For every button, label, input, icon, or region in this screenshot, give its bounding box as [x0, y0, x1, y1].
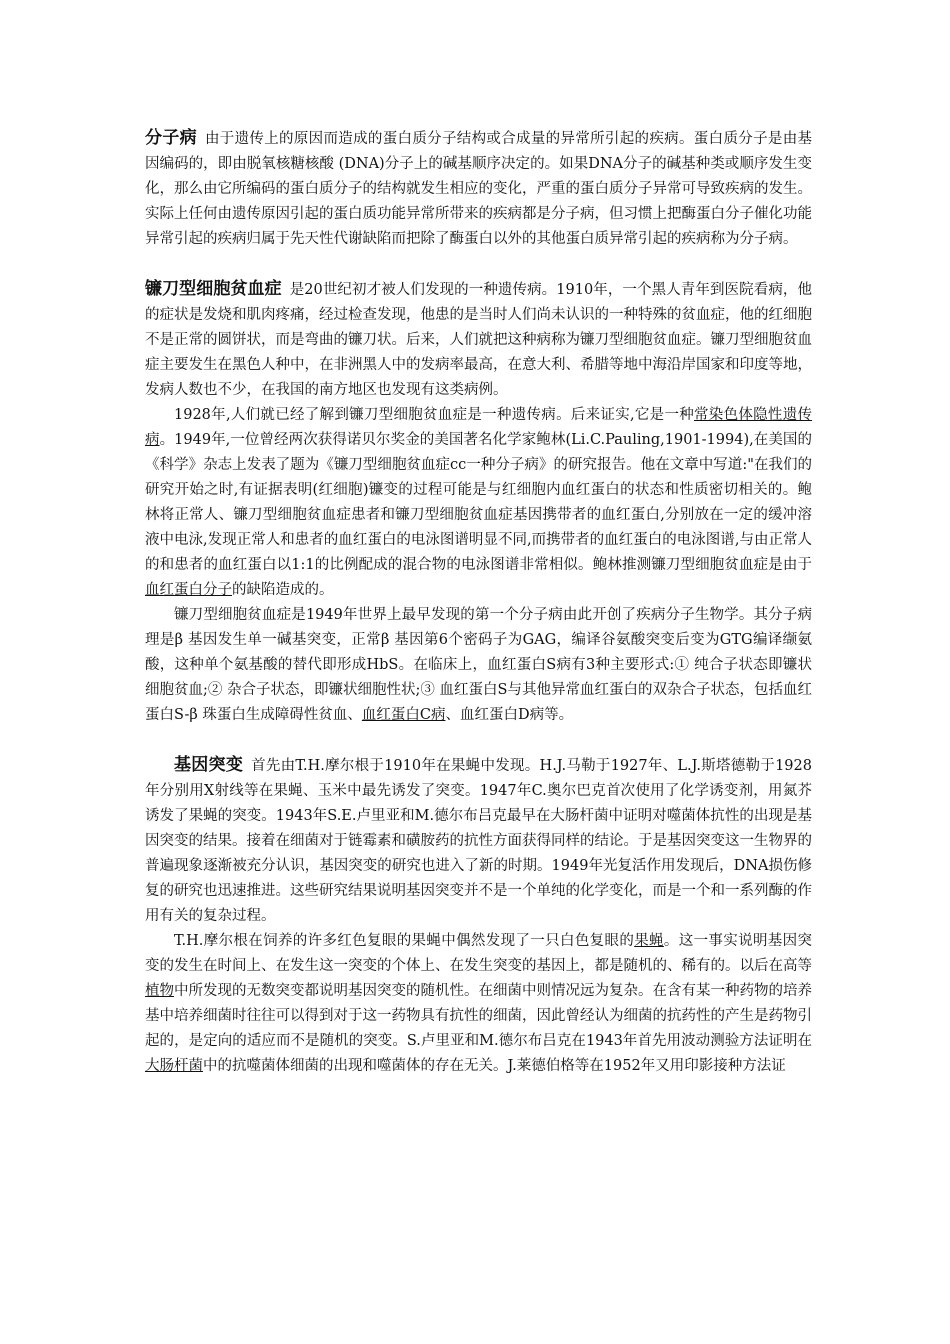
sickle-cell-text-1: 是20世纪初才被人们发现的一种遗传病。1910年，一个黑人青年到医院看病，他的症状是发烧和肌肉疼痛，经过检查发现，他患的是当时人们尚未认识的一种特殊的贫血症，他的红细胞不是正常的圆饼状，而是弯曲的镰刀状。后来，人们就把这种病称为镰刀型细胞贫血症。镰刀型细胞贫血症主要发生在黑色人种中，在非洲黑人中的发病率最高，在意大利、希腊等地中海沿岸国家和印度等地，发病人数也不少，在我国的南方地区也发现有这类病例。: [145, 282, 812, 398]
hemoglobin-molecule-link[interactable]: 血红蛋白分子: [145, 582, 232, 598]
sickle-cell-paragraph-1: [145, 277, 812, 403]
fruit-fly-link[interactable]: 果蝇: [634, 933, 664, 949]
sickle-cell-paragraph-3: [145, 603, 812, 728]
gene-mutation-text-2b: 。这一事实说明基因突变的发生在时间上、在发生这一突变的个体上、在发生突变的基因上，都是随机的、稀有的。以后在高等: [145, 933, 812, 974]
hemoglobin-c-disease-link[interactable]: 血红蛋白C病: [361, 707, 446, 723]
gene-mutation-paragraph-1: [145, 753, 812, 929]
autosomal-recessive-link[interactable]: 常染色体隐性遗传病: [145, 407, 812, 448]
e-coli-link[interactable]: 大肠杆菌: [145, 1058, 203, 1074]
molecular-disease-text: 由于遗传上的原因而造成的蛋白质分子结构或合成量的异常所引起的疾病。蛋白质分子是由基因编码的，即由脱氧核糖核酸 (DNA)分子上的碱基顺序决定的。如果DNA分子的碱基种类或顺序发生变化，那么由它所编码的蛋白质分子的结构就发生相应的变化，严重的蛋白质分子异常可导致疾病的发生。实际上任何由遗传原因引起的蛋白质功能异常所带来的疾病都是分子病，但习惯上把酶蛋白分子催化功能异常引起的疾病归属于先天性代谢缺陷而把除了酶蛋白以外的其他蛋白质异常引起的疾病称为分子病。: [145, 131, 813, 247]
gene-mutation-text-2d: 中的抗噬菌体细菌的出现和噬菌体的存在无关。J.莱德伯格等在1952年又用印影接种方法证: [203, 1058, 786, 1074]
gene-mutation-heading: 基因突变: [174, 755, 244, 775]
molecular-disease-heading: 分子病: [145, 128, 197, 148]
sickle-cell-heading: 镰刀型细胞贫血症: [145, 279, 282, 299]
sickle-cell-text-3b: 、血红蛋白D病等。: [445, 707, 574, 723]
gene-mutation-text-1: 首先由T.H.摩尔根于1910年在果蝇中发现。H.J.马勒于1927年、L.J.斯塔德勒于1928年分别用X射线等在果蝇、玉米中最先诱发了突变。1947年C.奥尔巴克首次使用了化学诱变剂，用氮芥诱发了果蝇的突变。1943年S.E.卢里亚和M.德尔布吕克最早在大肠杆菌中证明对噬菌体抗性的出现是基因突变的结果。接着在细菌对于链霉素和磺胺药的抗性方面获得同样的结论。于是基因突变这一生物界的普遍现象逐渐被充分认识，基因突变的研究也进入了新的时期。1949年光复活作用发现后，DNA损伤修复的研究也迅速推进。这些研究结果说明基因突变并不是一个单纯的化学变化，而是一个和一系列酶的作用有关的复杂过程。: [145, 758, 812, 924]
section-spacer: [145, 252, 812, 277]
sickle-cell-text-2a: 1928年,人们就已经了解到镰刀型细胞贫血症是一种遗传病。后来证实,它是一种: [174, 407, 695, 423]
sickle-cell-text-2b: 。1949年,一位曾经两次获得诺贝尔奖金的美国著名化学家鲍林(Li.C.Pauling,1901-1994),在美国的《科学》杂志上发表了题为《镰刀型细胞贫血症cc一种分子病》的研究报告。他在文章中写道:"在我们的研究开始之时,有证据表明(红细胞)镰变的过程可能是与红细胞内血红蛋白的状态和性质密切相关的。鲍林将正常人、镰刀型细胞贫血症患者和镰刀型细胞贫血症基因携带者的血红蛋白,分别放在一定的缓冲溶液中电泳,发现正常人和患者的血红蛋白的电泳图谱明显不同,而携带者的血红蛋白的电泳图谱,与由正常人的和患者的血红蛋白以1:1的比例配成的混合物的电泳图谱非常相似。鲍林推测镰刀型细胞贫血症是由于: [145, 432, 813, 573]
sickle-cell-text-3a: 镰刀型细胞贫血症是1949年世界上最早发现的第一个分子病由此开创了疾病分子生物学。其分子病理是β 基因发生单一碱基突变，正常β 基因第6个密码子为GAG，编译谷氨酸突变后变为GTG编译缬氨酸，这种单个氨基酸的替代即形成HbS。在临床上，血红蛋白S病有3种主要形式:① 纯合子状态即镰状细胞贫血;② 杂合子状态，即镰状细胞性状;③ 血红蛋白S与其他异常血红蛋白的双杂合子状态，包括血红蛋白S-β 珠蛋白生成障碍性贫血、: [145, 607, 812, 723]
section-spacer: [145, 728, 812, 753]
sickle-cell-text-2c: 的缺陷造成的。: [232, 582, 334, 598]
gene-mutation-text-2c: 中所发现的无数突变都说明基因突变的随机性。在细菌中则情况远为复杂。在含有某一种药物的培养基中培养细菌时往往可以得到对于这一药物具有抗性的细菌，因此曾经认为细菌的抗药性的产生是药物引起的，是定向的适应而不是随机的突变。S.卢里亚和M.德尔布吕克在1943年首先用波动测验方法证明在: [145, 983, 812, 1049]
sickle-cell-paragraph-2: [145, 403, 812, 603]
molecular-disease-paragraph: [145, 126, 812, 252]
plant-link[interactable]: 植物: [145, 983, 174, 999]
gene-mutation-text-2a: T.H.摩尔根在饲养的许多红色复眼的果蝇中偶然发现了一只白色复眼的: [174, 933, 635, 949]
gene-mutation-paragraph-2: [145, 929, 812, 1079]
